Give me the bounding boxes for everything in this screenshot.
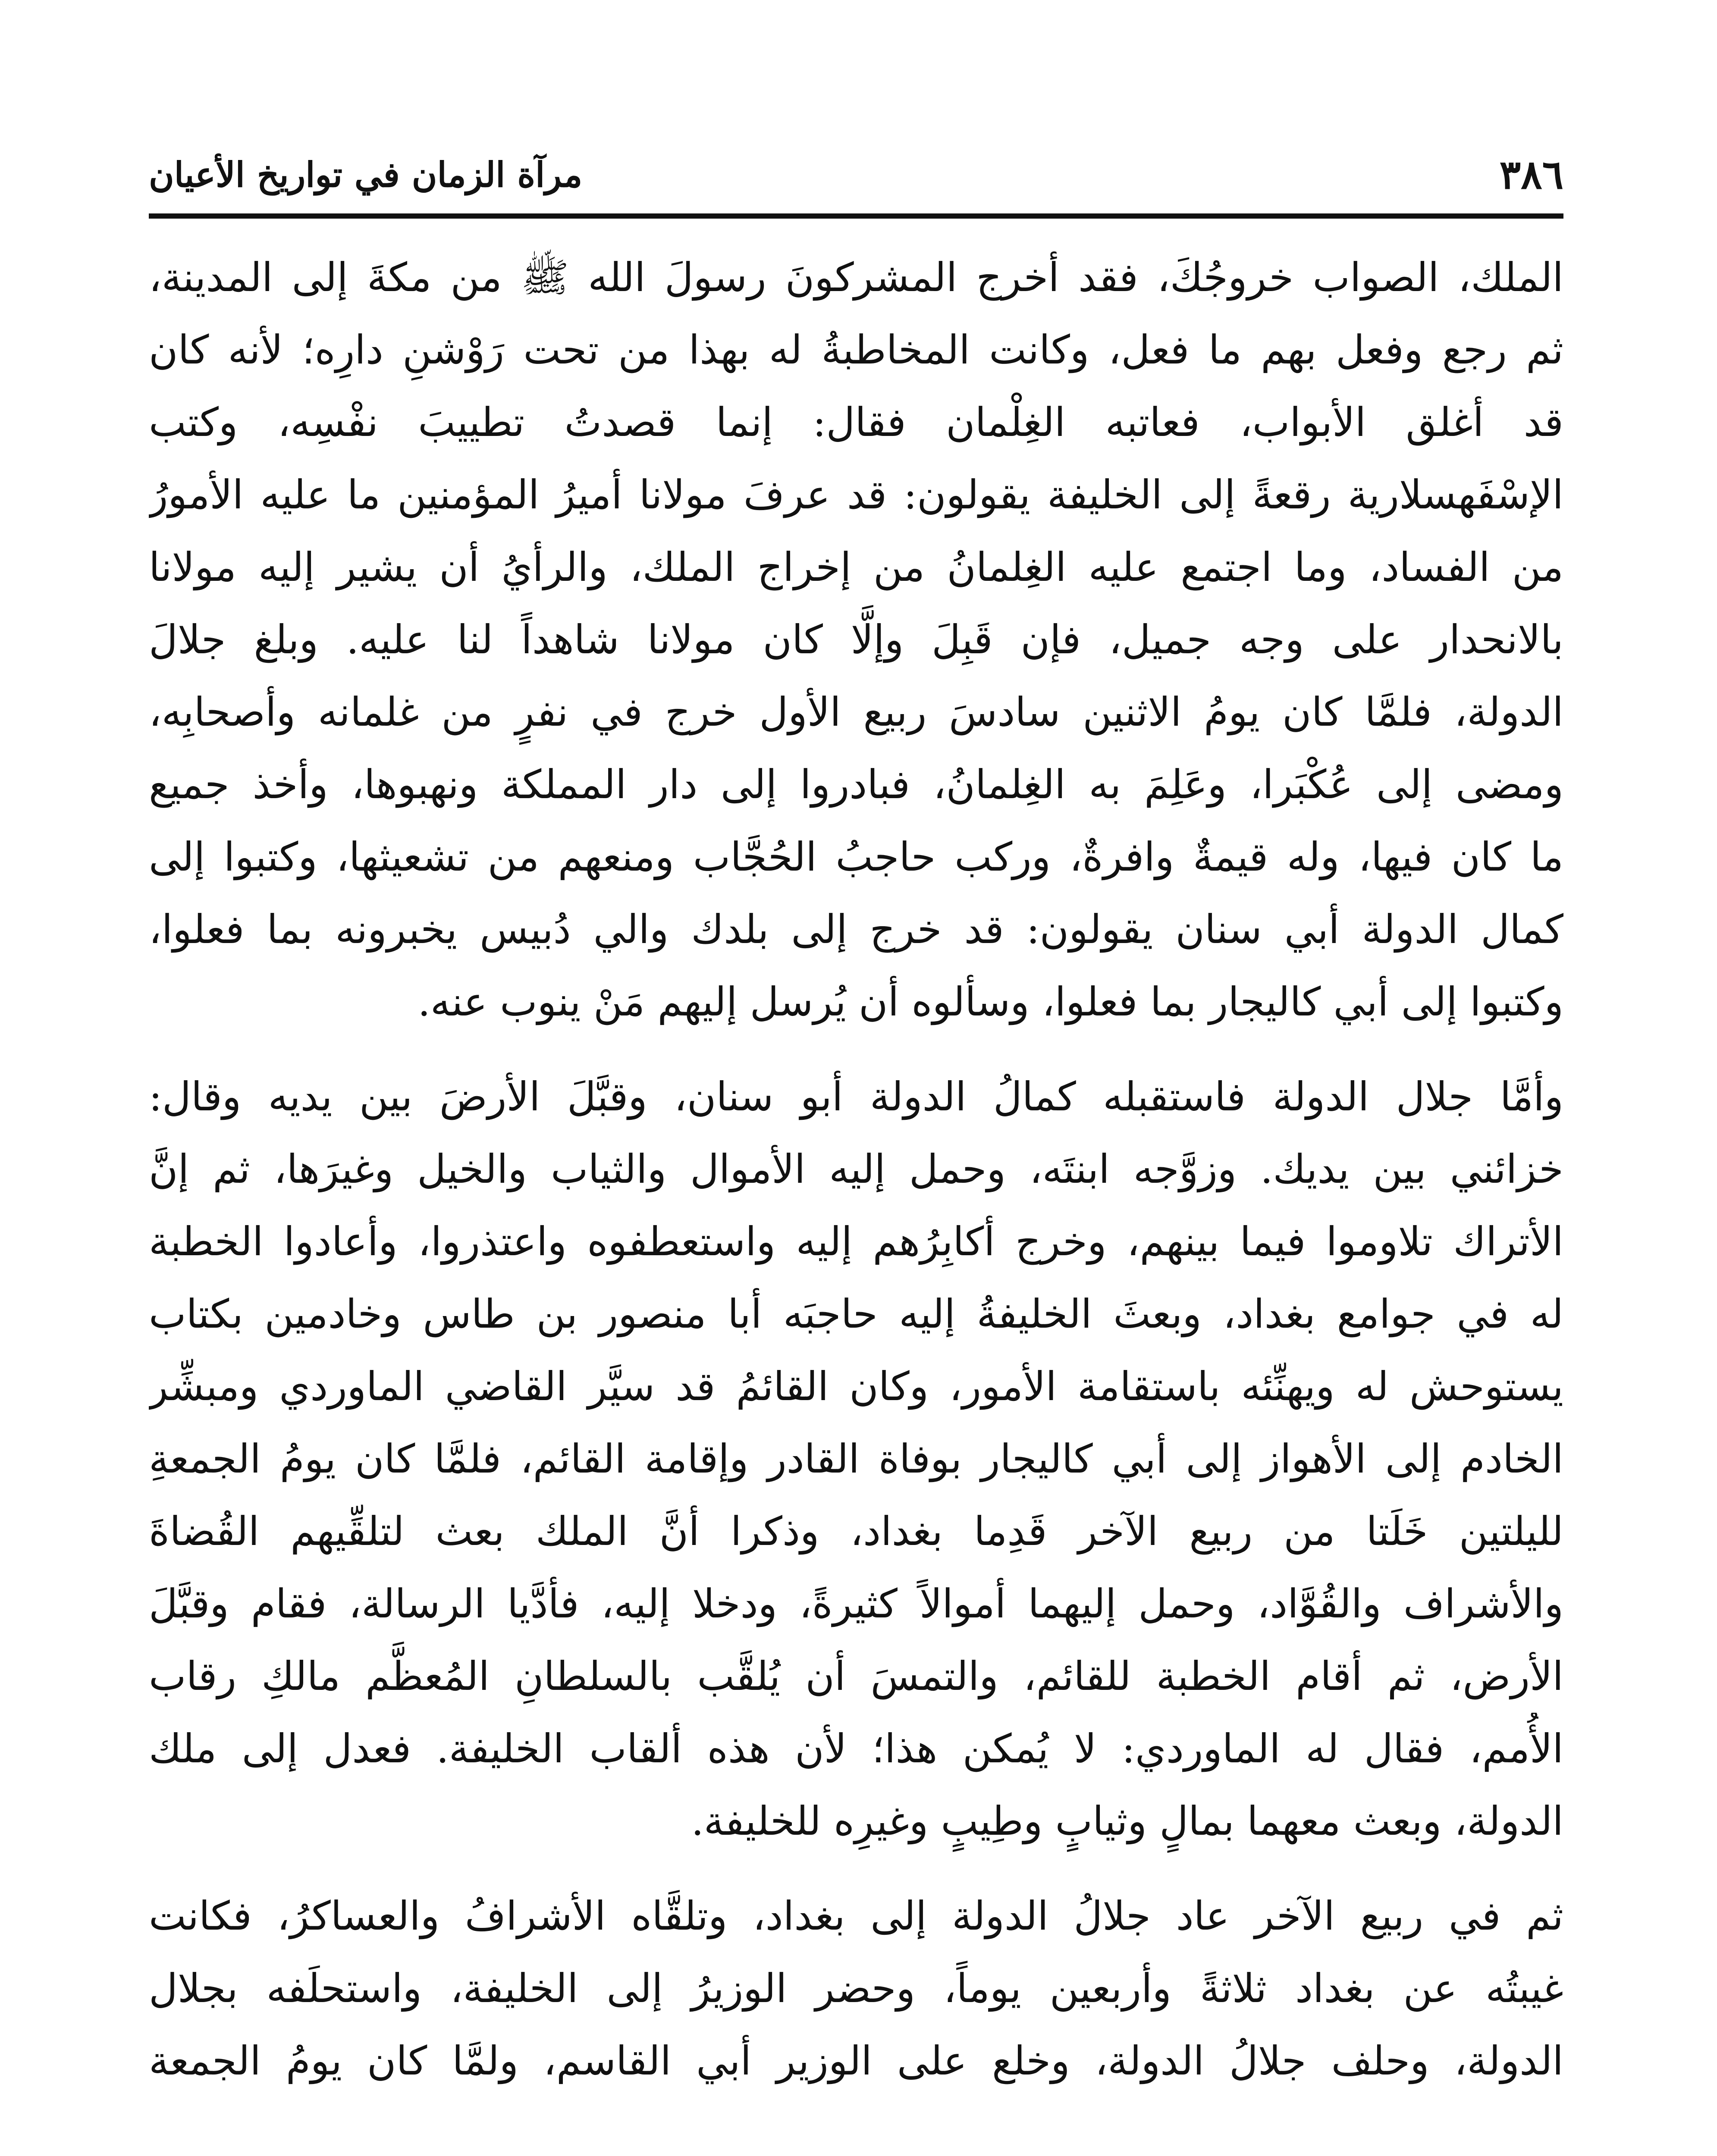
header-rule <box>149 213 1563 219</box>
paragraph-gap <box>149 1038 1563 1061</box>
text-line: الأرض، ثم أقام الخطبة للقائم، والتمسَ أن يُلقَّب بالسلطانِ المُعظَّم مالكِ رقاب <box>149 1653 1563 1699</box>
text-line: غيبتُه عن بغداد ثلاثةً وأربعين يوماً، وحضر الوزيرُ إلى الخليفة، واستحلَفه بجلال <box>149 1965 1563 2012</box>
text-line: الملك، الصواب خروجُكَ، فقد أخرج المشركونَ رسولَ الله ﷺ من مكةَ إلى المدينة، <box>149 254 1563 301</box>
text-line: وأمَّا جلال الدولة فاستقبله كمالُ الدولة أبو سنان، وقبَّلَ الأرضَ بين يديه وقال: <box>149 1074 1563 1120</box>
text-line: ثم في ربيع الآخر عاد جلالُ الدولة إلى بغداد، وتلقَّاه الأشرافُ والعساكرُ، فكانت <box>149 1893 1563 1939</box>
text-line: والأشراف والقُوَّاد، وحمل إليهما أموالاً كثيرةً، ودخلا إليه، فأدَّيا الرسالة، فقام وقبَّلَ <box>149 1581 1563 1627</box>
text-line: بالانحدار على وجه جميل، فإن قَبِلَ وإلَّا كان مولانا شاهداً لنا عليه. وبلغ جلالَ <box>149 617 1563 663</box>
text-line: خزائني بين يديك. وزوَّجه ابنتَه، وحمل إليه الأموال والثياب والخيل وغيرَها، ثم إنَّ <box>149 1146 1563 1192</box>
text-line: الخادم إلى الأهواز إلى أبي كاليجار بوفاة القادر وإقامة القائم، فلمَّا كان يومُ الجمعةِ <box>149 1436 1563 1482</box>
text-line: قد أغلق الأبواب، فعاتبه الغِلْمان فقال: إنما قصدتُ تطييبَ نفْسِه، وكتب <box>149 399 1563 445</box>
text-line: الدولة، فلمَّا كان يومُ الاثنين سادسَ ربيع الأول خرج في نفرٍ من غلمانه وأصحابِه، <box>149 689 1563 735</box>
text-line: ما كان فيها، وله قيمةٌ وافرةٌ، وركب حاجبُ الحُجَّاب ومنعهم من تشعيثها، وكتبوا إلى <box>149 834 1563 880</box>
text-line: الأُمم، فقال له الماوردي: لا يُمكن هذا؛ لأن هذه ألقاب الخليفة. فعدل إلى ملك <box>149 1726 1563 1772</box>
page-number: ٣٨٦ <box>1499 151 1563 198</box>
text-line: الدولة، وحلف جلالُ الدولة، وخلع على الوزير أبي القاسم، ولمَّا كان يومُ الجمعة <box>149 2038 1563 2084</box>
book-title: مرآة الزمان في تواريخ الأعيان <box>149 154 583 195</box>
text-line: من الفساد، وما اجتمع عليه الغِلمانُ من إخراج الملك، والرأيُ أن يشير إليه مولانا <box>149 544 1563 590</box>
text-line: الأتراك تلاوموا فيما بينهم، وخرج أكابِرُهم إليه واستعطفوه واعتذروا، وأعادوا الخطبة <box>149 1219 1563 1265</box>
paragraph <box>149 1061 1563 1858</box>
paragraph-gap <box>149 1858 1563 1880</box>
paragraph <box>149 1880 1563 2097</box>
running-header <box>149 144 1563 213</box>
text-line: وكتبوا إلى أبي كاليجار بما فعلوا، وسألوه أن يُرسل إليهم مَنْ ينوب عنه. <box>417 979 1563 1025</box>
text-line: له في جوامع بغداد، وبعثَ الخليفةُ إليه حاجبَه أبا منصور بن طاس وخادمين بكتاب <box>149 1291 1563 1337</box>
text-line: الإسْفَهسلارية رقعةً إلى الخليفة يقولون: قد عرفَ مولانا أميرُ المؤمنين ما عليه الأمورُ <box>149 472 1563 518</box>
text-line: ثم رجع وفعل بهم ما فعل، وكانت المخاطبةُ له بهذا من تحت رَوْشنِ دارِه؛ لأنه كان <box>149 327 1563 373</box>
paragraph <box>149 241 1563 1038</box>
text-line: لليلتين خَلَتا من ربيع الآخر قَدِما بغداد، وذكرا أنَّ الملك بعث لتلقِّيهم القُضاةَ <box>149 1508 1563 1554</box>
text-line: الدولة، وبعث معهما بمالٍ وثيابٍ وطِيبٍ وغيرِه للخليفة. <box>691 1798 1563 1844</box>
body-text <box>149 241 1563 2156</box>
text-line: كمال الدولة أبي سنان يقولون: قد خرج إلى بلدك والي دُبيس يخبرونه بما فعلوا، <box>149 906 1563 953</box>
text-line: ومضى إلى عُكْبَرا، وعَلِمَ به الغِلمانُ، فبادروا إلى دار المملكة ونهبوها، وأخذ جميع <box>149 761 1563 808</box>
text-line: يستوحش له ويهنِّئه باستقامة الأمور، وكان القائمُ قد سيَّر القاضي الماوردي ومبشِّر <box>149 1363 1563 1410</box>
